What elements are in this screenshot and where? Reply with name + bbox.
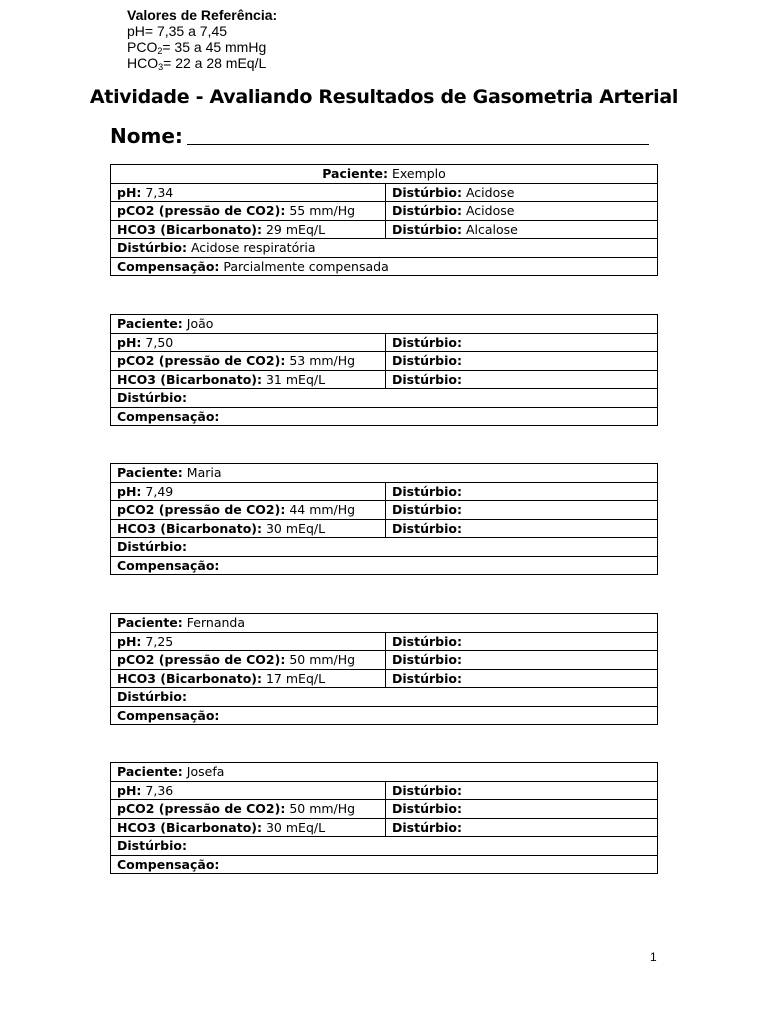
compensation-cell[interactable]: [111, 257, 658, 276]
ph-disturbance-cell[interactable]: [386, 183, 658, 202]
hco3-label: HCO3 (Bicarbonato):: [117, 520, 262, 536]
compensation-cell[interactable]: [111, 706, 658, 725]
patient-name: Maria: [186, 465, 222, 481]
disturbance-row: [111, 837, 658, 856]
hco3-row: [111, 519, 658, 538]
name-label: Nome:: [110, 124, 183, 148]
compensation-cell[interactable]: [111, 407, 658, 426]
reference-ph: pH= 7,35 a 7,45: [127, 23, 228, 39]
ph-disturbance-cell[interactable]: [386, 482, 658, 501]
ph-row: [111, 333, 658, 352]
overall-disturbance-cell[interactable]: [111, 239, 658, 258]
ph-cell: [111, 482, 386, 501]
patient-row: [111, 614, 658, 633]
disturbance-label: Distúrbio:: [392, 801, 462, 817]
hco3-label: HCO3 (Bicarbonato):: [117, 819, 262, 835]
patient-table: [110, 762, 658, 874]
disturbance-label: Distúrbio:: [392, 353, 462, 369]
compensation-label: Compensação:: [117, 258, 220, 274]
hco3-label: HCO3 (Bicarbonato):: [117, 221, 262, 237]
pco2-value: 50 mm/Hg: [289, 652, 356, 668]
patient-cell: [111, 614, 658, 633]
pco2-disturbance-cell[interactable]: [386, 352, 658, 371]
compensation-value: Parcialmente compensada: [223, 258, 389, 274]
compensation-row: [111, 706, 658, 725]
ph-value: 7,50: [145, 334, 174, 350]
disturbance-label: Distúrbio:: [392, 652, 462, 668]
patient-table: [110, 613, 658, 725]
patient-label: Paciente:: [117, 316, 183, 332]
compensation-row: [111, 407, 658, 426]
name-field: [110, 124, 649, 148]
disturbance-label: Distúrbio:: [117, 539, 187, 555]
ph-label: pH:: [117, 782, 142, 798]
disturbance-label: Distúrbio:: [392, 633, 462, 649]
pco2-label: pCO2 (pressão de CO2):: [117, 652, 286, 668]
pco2-value: 53 mm/Hg: [289, 353, 356, 369]
patient-cell: [111, 315, 658, 334]
name-blank-line[interactable]: [187, 124, 649, 145]
hco3-cell: [111, 519, 386, 538]
patient-name: João: [186, 316, 214, 332]
hco3-cell: [111, 370, 386, 389]
compensation-label: Compensação:: [117, 557, 220, 573]
hco3-value: 31 mEq/L: [265, 371, 326, 387]
pco2-disturbance-value: Acidose: [465, 203, 515, 219]
hco3-label: HCO3 (Bicarbonato):: [117, 371, 262, 387]
compensation-label: Compensação:: [117, 856, 220, 872]
disturbance-label: Distúrbio:: [117, 838, 187, 854]
pco2-label: pCO2 (pressão de CO2):: [117, 801, 286, 817]
disturbance-row: [111, 538, 658, 557]
ph-disturbance-cell[interactable]: [386, 632, 658, 651]
pco2-label: pCO2 (pressão de CO2):: [117, 353, 286, 369]
hco3-disturbance-value: Alcalose: [465, 221, 518, 237]
compensation-label: Compensação:: [117, 408, 220, 424]
pco2-disturbance-cell[interactable]: [386, 501, 658, 520]
pco2-disturbance-cell[interactable]: [386, 800, 658, 819]
pco2-row: [111, 501, 658, 520]
disturbance-label: Distúrbio:: [392, 483, 462, 499]
ph-label: pH:: [117, 334, 142, 350]
disturbance-label: Distúrbio:: [392, 502, 462, 518]
ph-label: pH:: [117, 483, 142, 499]
overall-disturbance-cell[interactable]: [111, 837, 658, 856]
ph-value: 7,34: [145, 184, 174, 200]
page-number: 1: [650, 950, 657, 964]
hco3-disturbance-cell[interactable]: [386, 370, 658, 389]
pco2-cell: [111, 501, 386, 520]
ph-value: 7,49: [145, 483, 174, 499]
patient-table: [110, 463, 658, 575]
disturbance-row: [111, 389, 658, 408]
disturbance-label: Distúrbio:: [392, 203, 462, 219]
hco3-value: 29 mEq/L: [265, 221, 326, 237]
hco3-row: [111, 818, 658, 837]
hco3-value: 17 mEq/L: [265, 670, 326, 686]
ph-label: pH:: [117, 633, 142, 649]
patient-row: [111, 464, 658, 483]
patient-name: Exemplo: [391, 166, 446, 182]
pco2-row: [111, 352, 658, 371]
hco3-row: [111, 220, 658, 239]
patient-table: [110, 314, 658, 426]
disturbance-label: Distúrbio:: [117, 240, 187, 256]
patient-row: [111, 165, 658, 184]
pco2-value: 50 mm/Hg: [289, 801, 356, 817]
ph-row: [111, 482, 658, 501]
patient-label: Paciente:: [322, 166, 388, 182]
hco3-cell: [111, 669, 386, 688]
overall-disturbance-cell[interactable]: [111, 688, 658, 707]
overall-disturbance-value: Acidose respiratória: [190, 240, 316, 256]
page-title: Atividade - Avaliando Resultados de Gasometria Arterial: [89, 86, 679, 108]
patient-row: [111, 763, 658, 782]
pco2-disturbance-cell[interactable]: [386, 651, 658, 670]
pco2-label: pCO2 (pressão de CO2):: [117, 502, 286, 518]
pco2-label: pCO2 (pressão de CO2):: [117, 203, 286, 219]
ph-row: [111, 632, 658, 651]
disturbance-label: Distúrbio:: [392, 221, 462, 237]
hco3-row: [111, 370, 658, 389]
disturbance-row: [111, 239, 658, 258]
disturbance-label: Distúrbio:: [392, 334, 462, 350]
reference-heading: Valores de Referência:: [127, 7, 278, 23]
pco2-value: 44 mm/Hg: [289, 502, 356, 518]
ph-row: [111, 781, 658, 800]
compensation-label: Compensação:: [117, 707, 220, 723]
pco2-value: 55 mm/Hg: [289, 203, 356, 219]
hco3-disturbance-cell[interactable]: [386, 519, 658, 538]
ph-disturbance-value: Acidose: [465, 184, 515, 200]
ph-cell: [111, 183, 386, 202]
ph-row: [111, 183, 658, 202]
hco3-disturbance-cell[interactable]: [386, 669, 658, 688]
disturbance-label: Distúrbio:: [117, 390, 187, 406]
ph-cell: [111, 333, 386, 352]
hco3-value: 30 mEq/L: [265, 819, 326, 835]
reference-pco2: $PCO_2= 35$ a 45 mmHg: [127, 39, 267, 56]
compensation-row: [111, 257, 658, 276]
disturbance-label: Distúrbio:: [392, 371, 462, 387]
disturbance-label: Distúrbio:: [392, 520, 462, 536]
disturbance-label: Distúrbio:: [392, 670, 462, 686]
compensation-row: [111, 855, 658, 874]
reference-hco3: $HCO_3= 22$ a 28 mEq/L: [127, 55, 267, 72]
compensation-row: [111, 556, 658, 575]
pco2-row: [111, 800, 658, 819]
patient-cell: [111, 165, 658, 184]
ph-cell: [111, 632, 386, 651]
patient-cell: [111, 763, 658, 782]
hco3-disturbance-cell[interactable]: [386, 220, 658, 239]
disturbance-label: Distúrbio:: [392, 819, 462, 835]
pco2-cell: [111, 800, 386, 819]
hco3-value: 30 mEq/L: [265, 520, 326, 536]
hco3-cell: [111, 220, 386, 239]
hco3-row: [111, 669, 658, 688]
patient-name: Fernanda: [186, 615, 245, 631]
patient-label: Paciente:: [117, 764, 183, 780]
pco2-cell: [111, 202, 386, 221]
overall-disturbance-cell[interactable]: [111, 389, 658, 408]
overall-disturbance-cell[interactable]: [111, 538, 658, 557]
disturbance-label: Distúrbio:: [117, 689, 187, 705]
patient-cell: [111, 464, 658, 483]
hco3-disturbance-cell[interactable]: [386, 818, 658, 837]
reference-values: [127, 7, 277, 71]
ph-value: 7,36: [145, 782, 174, 798]
pco2-row: [111, 202, 658, 221]
pco2-cell: [111, 651, 386, 670]
pco2-row: [111, 651, 658, 670]
hco3-label: HCO3 (Bicarbonato):: [117, 670, 262, 686]
ph-value: 7,25: [145, 633, 174, 649]
disturbance-label: Distúrbio:: [392, 782, 462, 798]
ph-label: pH:: [117, 184, 142, 200]
pco2-disturbance-cell[interactable]: [386, 202, 658, 221]
ph-cell: [111, 781, 386, 800]
patient-table: [110, 164, 658, 276]
patient-label: Paciente:: [117, 615, 183, 631]
patient-label: Paciente:: [117, 465, 183, 481]
disturbance-row: [111, 688, 658, 707]
ph-disturbance-cell[interactable]: [386, 781, 658, 800]
pco2-cell: [111, 352, 386, 371]
patient-name: Josefa: [186, 764, 225, 780]
compensation-cell[interactable]: [111, 556, 658, 575]
ph-disturbance-cell[interactable]: [386, 333, 658, 352]
patient-row: [111, 315, 658, 334]
compensation-cell[interactable]: [111, 855, 658, 874]
disturbance-label: Distúrbio:: [392, 184, 462, 200]
hco3-cell: [111, 818, 386, 837]
